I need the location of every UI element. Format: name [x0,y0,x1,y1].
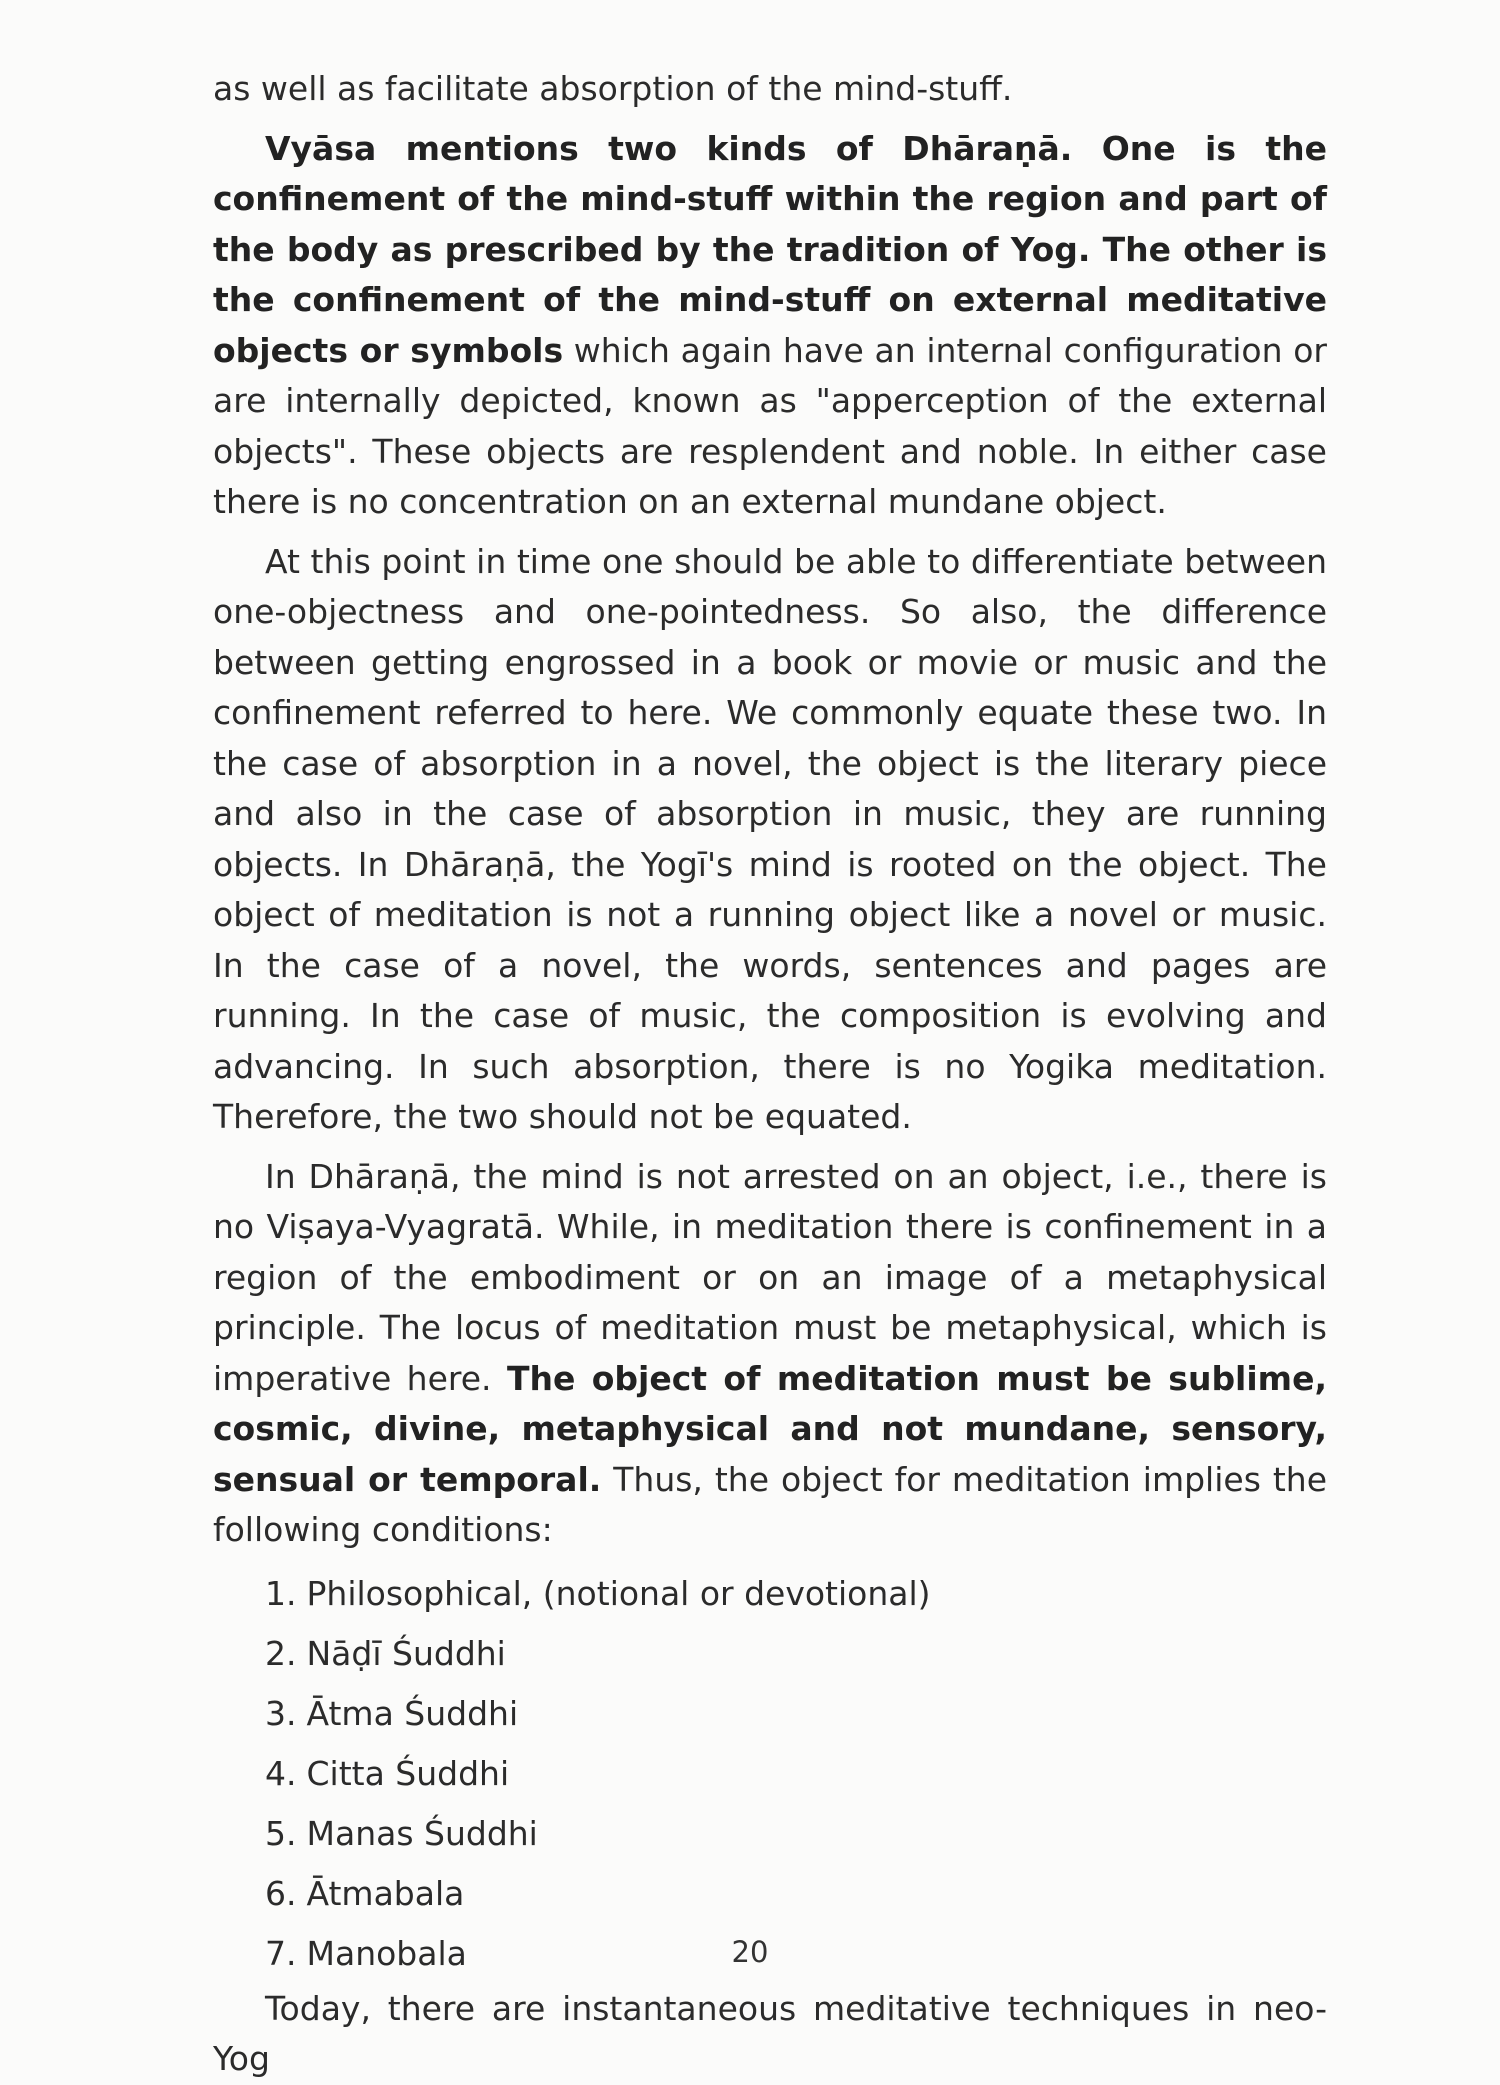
list-item [265,1684,1327,1744]
list-item-number: 1. [265,1573,297,1613]
list-item [265,1624,1327,1684]
paragraph-continuation [213,64,1327,115]
list-item-text: Nāḍī Śuddhi [306,1633,506,1673]
page-number: 20 [731,1935,769,1969]
list-item-number: 5. [265,1813,297,1853]
differentiate-text: At this point in time one should be able to differentiate between one-objectness and one-pointedness. So also, the difference between getting engrossed in a book or movie or music and the confinement referred to here. We commonly equate these two. In the case of absorption in a novel, the object is the literary piece and also in the case of absorption in music, they are running objects. In Dhāraṇā, the Yogī's mind is rooted on the object. The object of meditation is not a running object like a novel or music. In the case of a novel, the words, sentences and pages are running. In the case of music, the composition is evolving and advancing. In such absorption, there is no Yogika meditation. Therefore, the two should not be equated. [213,541,1327,1136]
list-item-text: Philosophical, (notional or devotional) [306,1573,931,1613]
list-item [265,1564,1327,1624]
conditions-list [213,1564,1327,1984]
list-item-text: Citta Śuddhi [306,1753,510,1793]
list-item-text: Manobala [306,1933,467,1973]
today-text: Today, there are instantaneous meditative techniques in neo-Yog [213,1988,1327,2078]
paragraph-today [213,1984,1327,2085]
dharana-bold-text: The object of meditation must be sublime, cosmic, divine, metaphysical and not mundane, sensory, sensual or temporal. [213,1358,1327,1499]
list-item-number: 3. [265,1693,297,1733]
list-item-text: Manas Śuddhi [306,1813,538,1853]
list-item-text: Ātmabala [306,1873,465,1913]
list-item-number: 7. [265,1933,297,1973]
paragraph-differentiate [213,537,1327,1143]
list-item-number: 4. [265,1753,297,1793]
list-item-text: Ātma Śuddhi [306,1693,519,1733]
list-item [265,1864,1327,1924]
vyasa-text: which again have an internal configuration or are internally depicted, known as "apperception of the external objects". These objects are resplendent and noble. In either case there is no concentration on an external mundane object. [213,330,1327,521]
dharana-text-end: Thus, the object for meditation implies the following conditions: [213,1459,1327,1549]
list-item-number: 2. [265,1633,297,1673]
vyasa-bold-text: Vyāsa mentions two kinds of Dhāraṇā. One is the confinement of the mind-stuff within the region and part of the body as prescribed by the tradition of Yog. The other is the confinement of the mind-stuff on external meditative objects or symbols [213,128,1327,370]
continuation-text: as well as facilitate absorption of the mind-stuff. [213,69,1013,108]
dharana-text: In Dhāraṇā, the mind is not arrested on an object, i.e., there is no Viṣaya-Vyagratā. While, in meditation there is confinement in a region of the embodiment or on an image of a metaphysical principle. The locus of meditation must be metaphysical, which is imperative here. [213,1156,1327,1398]
page-body [213,64,1327,2085]
paragraph-dharana [213,1152,1327,1556]
list-item-number: 6. [265,1873,297,1913]
list-item [265,1744,1327,1804]
paragraph-vyasa [213,124,1327,528]
list-item [265,1804,1327,1864]
